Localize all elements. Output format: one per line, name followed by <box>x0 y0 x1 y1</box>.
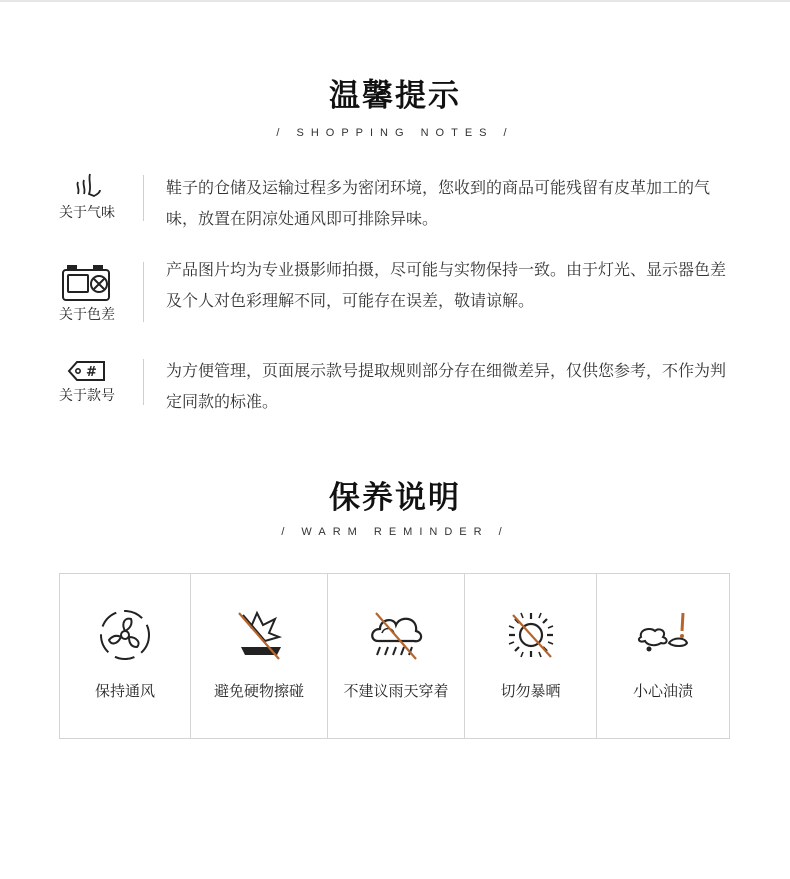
care-label: 避免硬物擦碰 <box>213 682 304 700</box>
note-color-label: 关于色差 <box>59 307 115 323</box>
no-hard-object-icon <box>231 607 287 663</box>
no-rain-icon <box>366 607 426 663</box>
tag-hash-icon <box>67 359 107 383</box>
camera-icon <box>61 262 113 302</box>
note-divider <box>143 175 144 221</box>
care-label: 切勿暴晒 <box>500 682 561 700</box>
note-divider <box>143 359 144 405</box>
note-odor-label: 关于气味 <box>59 205 115 221</box>
care-label: 不建议雨天穿着 <box>343 682 449 700</box>
care-subtitle: / WARM REMINDER / <box>281 526 509 538</box>
fan-ventilation-icon <box>97 607 153 663</box>
oil-stain-icon <box>633 607 693 663</box>
tips-subtitle: / SHOPPING NOTES / <box>276 127 514 139</box>
note-divider <box>143 262 144 322</box>
care-label: 保持通风 <box>94 682 155 700</box>
care-grid <box>59 573 730 739</box>
care-item-no-sun <box>465 574 597 738</box>
care-item-ventilation <box>60 574 191 738</box>
note-style-text: 为方便管理，页面展示款号提取规则部分存在细微差异，仅供您参考，不作为判定同款的标准。 <box>166 361 727 411</box>
note-style-label: 关于款号 <box>59 388 115 404</box>
care-item-oil-stain <box>597 574 729 738</box>
care-item-no-rain <box>328 574 465 738</box>
care-item-no-hard-object <box>191 574 328 738</box>
tips-title: 温馨提示 <box>329 78 461 114</box>
svg-text:#: # <box>86 365 97 380</box>
note-odor-text: 鞋子的仓储及运输过程多为密闭环境，您收到的商品可能残留有皮革加工的气味，放置在阴凉处通风即可排除异味。 <box>166 178 711 228</box>
care-title: 保养说明 <box>329 480 461 516</box>
care-label: 小心油渍 <box>632 682 693 700</box>
note-color-text: 产品图片均为专业摄影师拍摄，尽可能与实物保持一致。由于灯光、显示器色差及个人对色彩理解不同，可能存在误差，敬请谅解。 <box>166 260 727 310</box>
no-sun-icon <box>503 607 559 663</box>
odor-wave-icon <box>70 170 104 200</box>
